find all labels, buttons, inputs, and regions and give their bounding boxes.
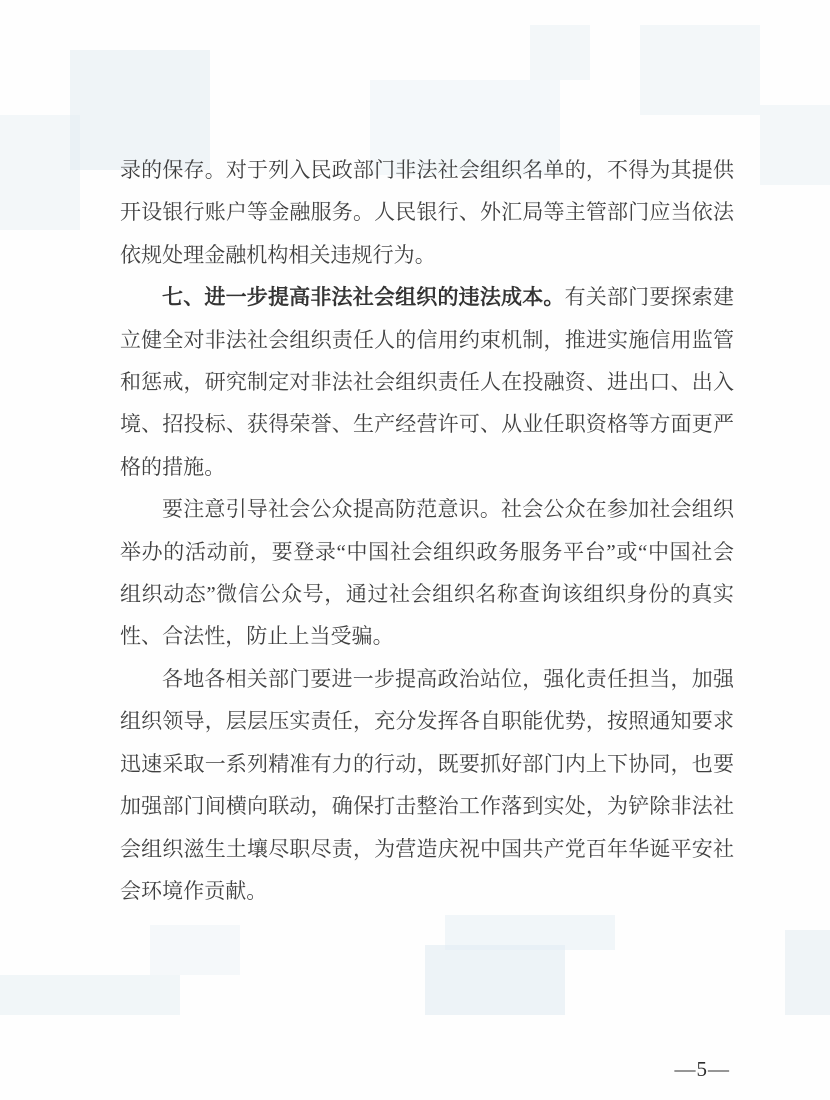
paragraph-public-awareness	[120, 488, 734, 658]
scan-artifact	[785, 930, 830, 1015]
scan-artifact	[445, 915, 615, 950]
paragraph-text: 各地各相关部门要进一步提高政治站位，强化责任担当，加强组织领导，层层压实责任，充分发挥各自职能优势，按照通知要求迅速采取一系列精准有力的行动，既要抓好部门内上下协同，也要加强部门间横向联动，确保打击整治工作落到实处，为铲除非法社会组织滋生土壤尽职尽责，为营造庆祝中国共产党百年华诞平安社会环境作贡献。	[120, 666, 734, 903]
page-number: —5—	[674, 1057, 730, 1081]
scan-artifact	[530, 25, 590, 80]
scan-artifact	[640, 25, 760, 115]
scan-artifact	[150, 925, 240, 975]
scan-artifact	[0, 115, 80, 230]
paragraph-financial-services-continuation	[120, 149, 734, 276]
paragraph-section-seven-illegal-cost	[120, 276, 734, 488]
scan-artifact	[0, 975, 180, 1015]
scan-artifact	[760, 105, 830, 185]
section-heading-bold: 七、进一步提高非法社会组织的违法成本。	[162, 285, 565, 310]
paragraph-closing-requirements	[120, 658, 734, 912]
paragraph-text: 录的保存。对于列入民政部门非法社会组织名单的，不得为其提供开设银行账户等金融服务。人民银行、外汇局等主管部门应当依法依规处理金融机构相关违规行为。	[120, 158, 734, 267]
paragraph-text: 有关部门要探索建立健全对非法社会组织责任人的信用约束机制，推进实施信用监管和惩戒，研究制定对非法社会组织责任人在投融资、进出口、出入境、招投标、获得荣誉、生产经营许可、从业任职资格等方面更严格的措施。	[120, 285, 734, 479]
document-body	[120, 149, 734, 912]
scan-artifact	[425, 945, 565, 1015]
paragraph-text: 要注意引导社会公众提高防范意识。社会公众在参加社会组织举办的活动前，要登录“中国社会组织政务服务平台”或“中国社会组织动态”微信公众号，通过社会组织名称查询该组织身份的真实性、合法性，防止上当受骗。	[120, 497, 734, 649]
